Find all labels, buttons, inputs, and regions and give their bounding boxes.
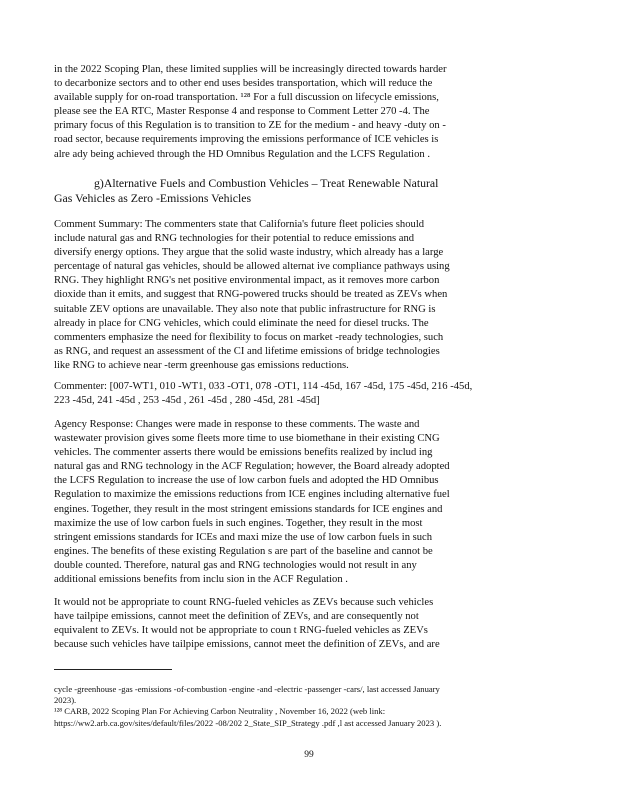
- text-line: the LCFS Regulation to increase the use of low carbon fuels and adopted the HD Omnibus: [54, 475, 439, 487]
- footnote-line: ¹²⁸ CARB, 2022 Scoping Plan For Achieving Carbon Neutrality , November 16, 2022 (web link:: [54, 706, 386, 717]
- text-line: Comment Summary: The commenters state that California's future fleet policies should: [54, 219, 425, 230]
- paragraph-rng-zev-conclusion: [54, 596, 558, 652]
- paragraph-lcfs-supplies: [54, 63, 558, 162]
- text-line: percentage of natural gas vehicles, should be allowed alternat ive compliance pathways using: [54, 261, 450, 273]
- text-line: because such vehicles have tailpipe emissions, cannot meet the definition of ZEVs, and are: [54, 639, 440, 651]
- text-line: in the 2022 Scoping Plan, these limited supplies will be increasingly directed towards harder: [54, 64, 447, 75]
- text-line: already in place for CNG vehicles, which could eliminate the need for diesel trucks. The: [54, 317, 429, 329]
- footnote-separator: [54, 669, 172, 670]
- text-line: available supply for on-road transportation. ¹²⁸ For a full discussion on lifecycle emissions,: [54, 92, 439, 104]
- text-line: Commenter: [007-WT1, 010 -WT1, 033 -OT1, 078 -OT1, 114 -45d, 167 -45d, 175 -45d, 216 -45d,: [54, 381, 473, 392]
- heading-line: g)Alternative Fuels and Combustion Vehicles – Treat Renewable Natural: [94, 176, 439, 190]
- text-line: please see the EA RTC, Master Response 4 and response to Comment Letter 270 -4. The: [54, 106, 430, 118]
- text-line: additional emissions benefits from inclu sion in the ACF Regulation .: [54, 574, 348, 586]
- paragraph-commenter-list: [54, 380, 558, 408]
- text-line: Agency Response: Changes were made in response to these comments. The waste and: [54, 419, 420, 430]
- footnote-line: cycle -greenhouse -gas -emissions -of-combustion -engine -and -electric -passenger -cars/, last accessed January: [54, 684, 440, 694]
- text-line: engines. Together, they result in the most stringent emissions standards for ICE engines and: [54, 503, 443, 515]
- text-line: road sector, because requirements improving the emissions performance of ICE vehicles is: [54, 134, 439, 146]
- page-number: 99: [304, 750, 314, 760]
- text-line: to decarbonize sectors and to other end uses besides transportation, which will reduce the: [54, 78, 433, 90]
- footnote-line: https://ww2.arb.ca.gov/sites/default/files/2022 -08/202 2_State_SIP_Strategy .pdf ,l ast accessed January 2023 ).: [54, 717, 442, 728]
- text-line: suitable ZEV options are unavailable. They also note that public infrastructure for RNG is: [54, 303, 436, 315]
- text-line: include natural gas and RNG technologies for their potential to reduce emissions and: [54, 233, 415, 245]
- text-line: have tailpipe emissions, cannot meet the definition of ZEVs, and are consequently not: [54, 611, 419, 623]
- text-line: alre ady being achieved through the HD Omnibus Regulation and the LCFS Regulation .: [54, 148, 431, 160]
- footnote-line: 2023).: [54, 695, 77, 706]
- text-line: equivalent to ZEVs. It would not be appropriate to coun t RNG-fueled vehicles as ZEVs: [54, 625, 428, 637]
- paragraph-comment-summary: [54, 218, 558, 373]
- text-line: It would not be appropriate to count RNG-fueled vehicles as ZEVs because such vehicles: [54, 597, 434, 608]
- text-line: as RNG, and request an assessment of the CI and lifetime emissions of bridge technologies: [54, 345, 440, 357]
- text-line: wastewater provision gives some fleets more time to use biomethane in their existing CNG: [54, 433, 440, 445]
- text-line: stringent emissions standards for ICEs and maxi mize the use of low carbon fuels in such: [54, 531, 433, 543]
- text-line: vehicles. The commenter asserts there would be emissions benefits realized by includ ing: [54, 447, 433, 459]
- footnotes: [54, 684, 564, 729]
- text-line: diversify energy options. They argue that the solid waste industry, which already has a large: [54, 247, 444, 259]
- text-line: like RNG to achieve near -term greenhouse gas emissions reductions.: [54, 359, 349, 371]
- section-heading: [54, 176, 558, 205]
- text-line: dioxide than it emits, and suggest that RNG-powered trucks should be treated as ZEVs when: [54, 289, 448, 301]
- text-line: natural gas and RNG technology in the ACF Regulation; however, the Board already adopted: [54, 461, 450, 473]
- text-line: 223 -45d, 241 -45d , 253 -45d , 261 -45d , 280 -45d, 281 -45d]: [54, 395, 320, 407]
- heading-line: Gas Vehicles as Zero -Emissions Vehicles: [54, 190, 252, 205]
- paragraph-agency-response: [54, 418, 558, 587]
- text-line: commenters emphasize the need for flexibility to focus on market -ready technologies, such: [54, 331, 444, 343]
- text-line: engines. The benefits of these existing Regulation s are part of the baseline and cannot be: [54, 545, 433, 557]
- text-line: RNG. They highlight RNG's net positive environmental impact, as it removes more carbon: [54, 275, 440, 287]
- text-line: Regulation to maximize the emissions reductions from ICE engines including alternative fuel: [54, 489, 450, 501]
- text-line: primary focus of this Regulation is to transition to ZE for the medium - and heavy -duty on -: [54, 120, 446, 132]
- text-line: double counted. Therefore, natural gas and RNG technologies would not result in any: [54, 559, 417, 571]
- text-line: maximize the use of low carbon fuels in such engines. Together, they result in the most: [54, 517, 423, 529]
